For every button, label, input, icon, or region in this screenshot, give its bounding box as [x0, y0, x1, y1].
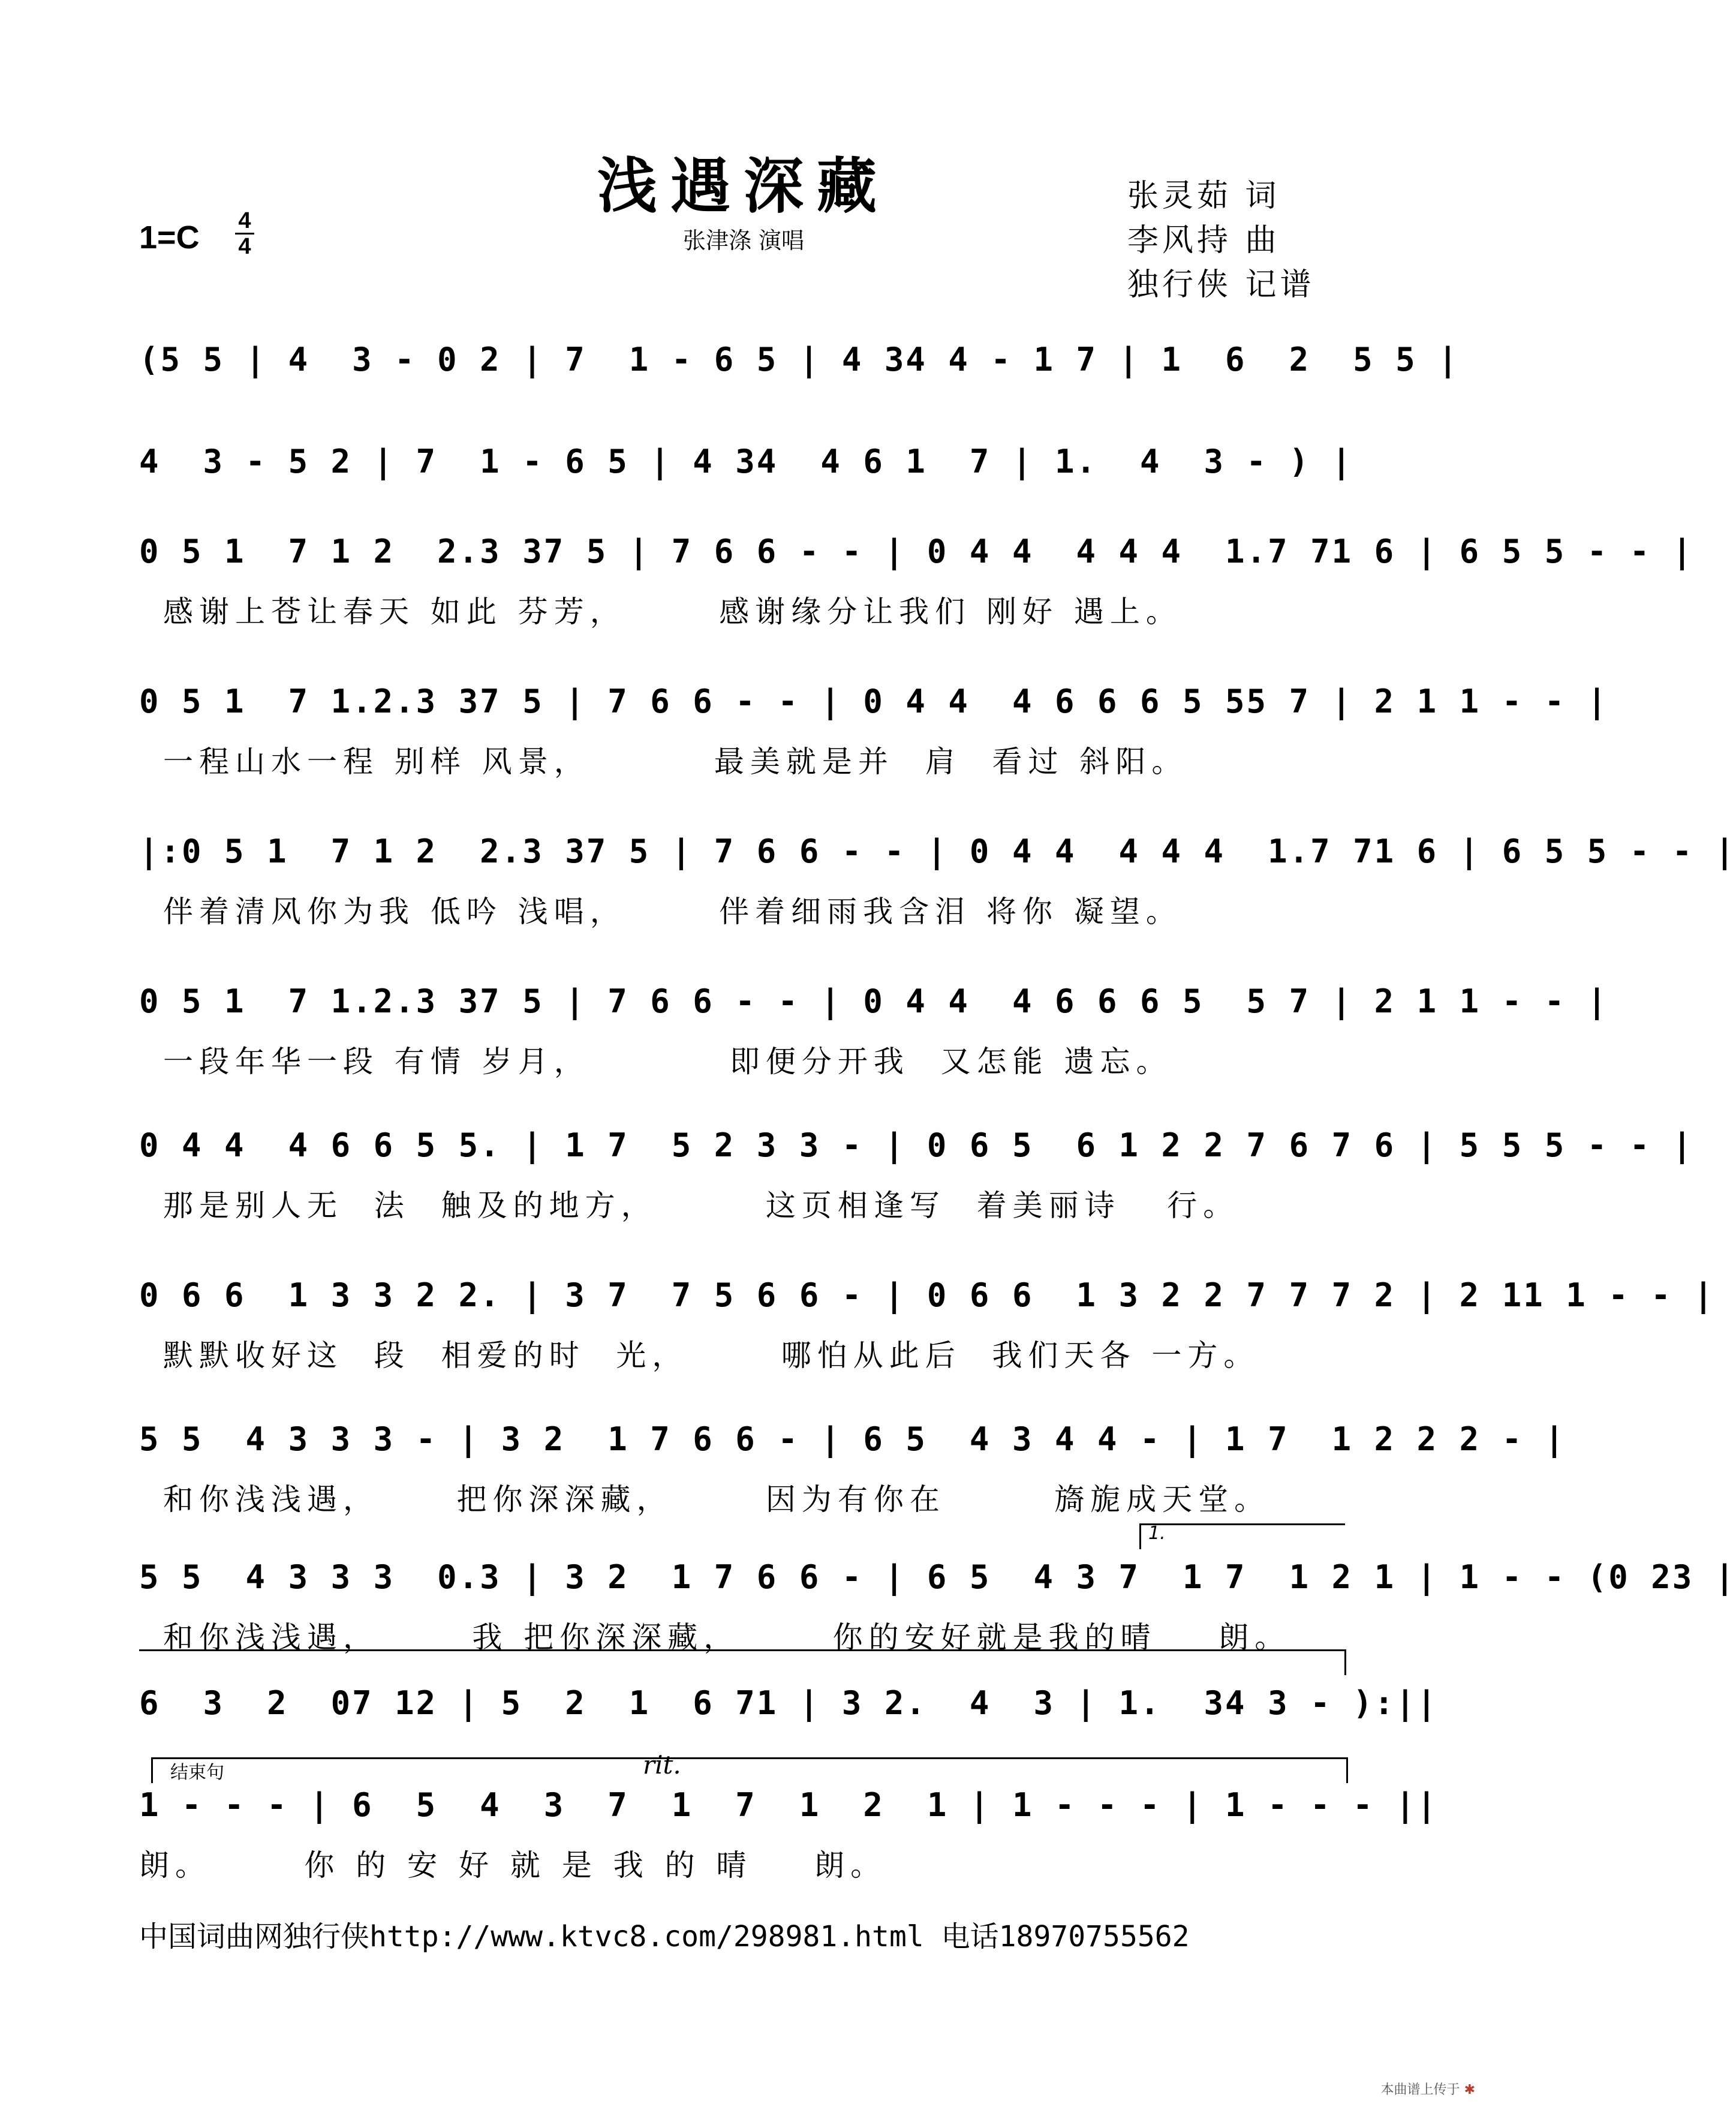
lyric-line: 感谢上苍让春天 如此 芬芳， 感谢缘分让我们 刚好 遇上。: [163, 594, 1182, 629]
time-signature: [233, 209, 257, 259]
notation-line: (5 5 | 4 3 - 0 2 | 7 1 - 6 5 | 4 34 4 - 1 7 | 1 6 2 5 5 |: [139, 341, 1460, 378]
notation-line: |:0 5 1 7 1 2 2.3 37 5 | 7 6 6 - - | 0 4 4 4 4 4 1.7 71 6 | 6 5 5 - - |: [139, 832, 1736, 870]
lyric-line: 和你浅浅遇， 把你深深藏， 因为有你在 旖旎成天堂。: [163, 1482, 1271, 1517]
lyric-line: 一段年华一段 有情 岁月， 即便分开我 又怎能 遗忘。: [163, 1044, 1172, 1079]
notation-line: 0 4 4 4 6 6 5 5. | 1 7 5 2 3 3 - | 0 6 5 6 1 2 2 7 6 7 6 | 5 5 5 - - |: [139, 1126, 1694, 1164]
key-signature: 1=C: [139, 220, 200, 256]
first-ending-label: 1.: [1148, 1523, 1166, 1544]
notation-line: 0 5 1 7 1 2 2.3 37 5 | 7 6 6 - - | 0 4 4 4 4 4 1.7 71 6 | 6 5 5 - - |: [139, 533, 1694, 570]
credits-block: [1127, 174, 1315, 307]
lyric-line: 那是别人无 法 触及的地方， 这页相逢写 着美丽诗 行。: [163, 1188, 1239, 1223]
notation-line: 0 6 6 1 3 3 2 2. | 3 7 7 5 6 6 - | 0 6 6 1 3 2 2 7 7 7 2 | 2 11 1 - - |: [139, 1276, 1715, 1314]
watermark-text: 本曲谱上传于: [1380, 2082, 1460, 2097]
coda-bracket: [151, 1757, 1348, 1783]
footer-source-link: 中国词曲网独行侠http://www.ktvc8.com/298981.html 电话18970755562: [139, 1920, 1190, 1953]
lyric-line: 默默收好这 段 相爱的时 光， 哪怕从此后 我们天各 一方。: [163, 1338, 1260, 1373]
notation-line: 0 5 1 7 1.2.3 37 5 | 7 6 6 - - | 0 4 4 4 6 6 6 5 55 7 | 2 1 1 - - |: [139, 683, 1609, 720]
notation-line: 0 5 1 7 1.2.3 37 5 | 7 6 6 - - | 0 4 4 4 6 6 6 5 5 7 | 2 1 1 - - |: [139, 982, 1609, 1020]
song-title: 浅遇深藏: [597, 151, 890, 221]
lyricist-credit: 张灵茹 词: [1127, 178, 1280, 214]
time-signature-top: 4: [238, 208, 251, 233]
lyric-line: 和你浅浅遇， 我 把你深深藏， 你的安好就是我的晴 朗。: [163, 1620, 1291, 1655]
lyric-line: 一程山水一程 别样 风景， 最美就是并 肩 看过 斜阳。: [163, 744, 1188, 779]
notation-line: 5 5 4 3 3 3 0.3 | 3 2 1 7 6 6 - | 6 5 4 3 7 1 7 1 2 1 | 1 - - (0 23 |: [139, 1558, 1736, 1596]
notation-line: 4 3 - 5 2 | 7 1 - 6 5 | 4 34 4 6 1 7 | 1. 4 3 - ) |: [139, 443, 1353, 480]
ritardando-mark: rit.: [643, 1750, 681, 1780]
composer-credit: 李风持 曲: [1127, 223, 1280, 259]
coda-label: 结束句: [170, 1762, 224, 1783]
repeat-bracket: [139, 1649, 1346, 1675]
site-logo: ✱: [1464, 2082, 1475, 2097]
transcriber-credit: 独行侠 记谱: [1127, 267, 1315, 303]
lyric-line: 朗。 你 的 安 好 就 是 我 的 晴 朗。: [139, 1848, 887, 1883]
singer-credit: 张津涤 演唱: [682, 227, 805, 254]
first-ending-bracket: [1139, 1523, 1345, 1549]
upload-watermark: [1381, 2079, 1475, 2098]
notation-line: 6 3 2 07 12 | 5 2 1 6 71 | 3 2. 4 3 | 1. 34 3 - ):||: [139, 1684, 1439, 1722]
lyric-line: 伴着清风你为我 低吟 浅唱， 伴着细雨我含泪 将你 凝望。: [163, 894, 1182, 929]
notation-line: 1 - - - | 6 5 4 3 7 1 7 1 2 1 | 1 - - - | 1 - - - ||: [139, 1786, 1439, 1824]
time-signature-bottom: 4: [238, 234, 251, 259]
notation-line: 5 5 4 3 3 3 - | 3 2 1 7 6 6 - | 6 5 4 3 4 4 - | 1 7 1 2 2 2 - |: [139, 1420, 1566, 1458]
